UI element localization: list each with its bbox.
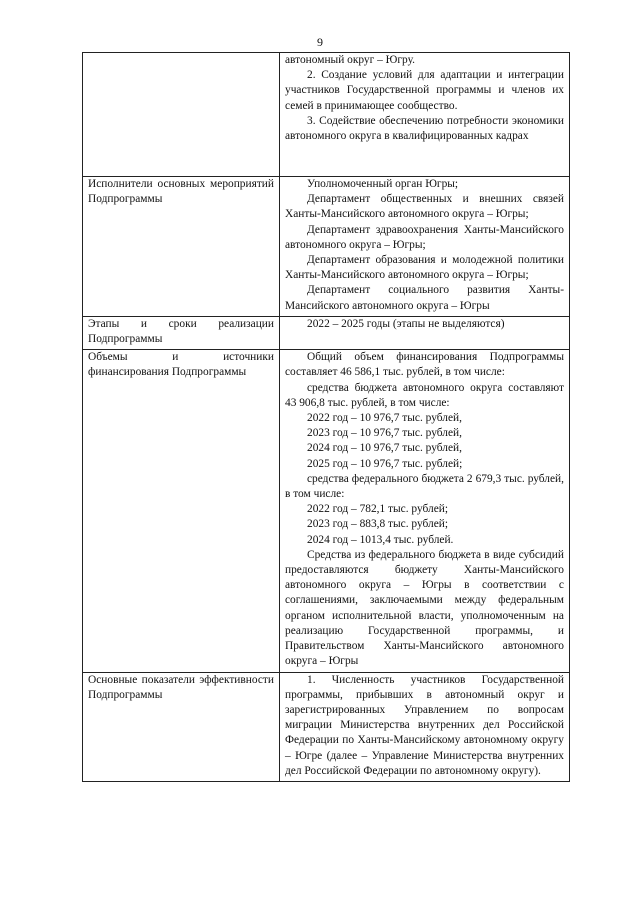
paragraph: 2024 год – 10 976,7 тыс. рублей, (307, 442, 462, 455)
paragraph: Департамент социального развития Ханты-Мансийского автономного округа – Югры (285, 284, 564, 312)
paragraph: 3. Содействие обеспечению потребности экономики автономного округа в квалифицированных кадрах (285, 114, 564, 143)
row-content (280, 177, 570, 317)
paragraph: средства бюджета автономного округа составляют 43 906,8 тыс. рублей, в том числе: (285, 381, 564, 409)
paragraph: 2022 год – 782,1 тыс. рублей; (307, 503, 449, 516)
paragraph: 2024 год – 1013,4 тыс. рублей. (307, 533, 454, 546)
table-row-financing (83, 350, 570, 672)
row-label (83, 53, 280, 177)
paragraph: средства федерального бюджета 2 679,3 тыс. рублей, в том числе: (285, 472, 564, 501)
row-content (280, 350, 570, 672)
paragraph: Общий объем финансирования Подпрограммы составляет 46 586,1 тыс. рублей, в том числе: (285, 351, 564, 379)
table-row-stages (83, 316, 570, 349)
paragraph: Департамент образования и молодежной политики Ханты-Мансийского автономного округа – Югры; (285, 254, 564, 282)
row-label: Исполнители основных мероприятий Подпрограммы (83, 177, 280, 317)
paragraph: Департамент общественных и внешних связей Ханты-Мансийского автономного округа – Югры; (285, 193, 564, 221)
table-row-goals-continuation (83, 53, 570, 177)
paragraph: Средства из федерального бюджета в виде субсидий предоставляются бюджету Ханты-Мансийского автономного округа – Югры в соответствии с соглашениями, заключаемыми между федеральным органом исполнительной власти, уполномоченным на реализацию Государственной программы, и Правительством Ханты-Мансийского автономного округа – Югры (285, 548, 564, 668)
paragraph: 2025 год – 10 976,7 тыс. рублей; (307, 457, 463, 470)
paragraph: 2022 – 2025 годы (этапы не выделяются) (307, 317, 505, 330)
table-row-indicators (83, 672, 570, 781)
table-row-executors (83, 177, 570, 317)
row-content (280, 672, 570, 781)
paragraph: 2. Создание условий для адаптации и интеграции участников Государственной программы и членов их семей в принимающее сообщество. (285, 69, 564, 112)
paragraph: автономный округ – Югру. (285, 54, 416, 66)
paragraph: 2022 год – 10 976,7 тыс. рублей, (307, 412, 462, 425)
paragraph: Уполномоченный орган Югры; (307, 178, 459, 190)
paragraph: 1. Численность участников Государственной программы, прибывших в автономный округ и зарегистрированных Управлением по вопросам миграции Министерства внутренних дел Российской Федерации по Ханты-Мансийскому автономному округу – Югре (далее – Управление Министерства внутренних дел Российской Федерации по автономному округу). (285, 673, 564, 777)
row-label: Основные показатели эффективности Подпрограммы (83, 672, 280, 781)
row-label: Этапы и сроки реализации Подпрограммы (83, 316, 280, 349)
paragraph: Департамент здравоохранения Ханты-Мансийского автономного округа – Югры; (285, 223, 564, 251)
page-number: 9 (317, 35, 323, 49)
paragraph: 2023 год – 10 976,7 тыс. рублей, (307, 427, 462, 440)
passport-table (82, 52, 570, 782)
row-label: Объемы и источники финансирования Подпрограммы (83, 350, 280, 672)
row-content (280, 316, 570, 349)
row-content (280, 53, 570, 177)
paragraph: 2023 год – 883,8 тыс. рублей; (307, 518, 449, 531)
